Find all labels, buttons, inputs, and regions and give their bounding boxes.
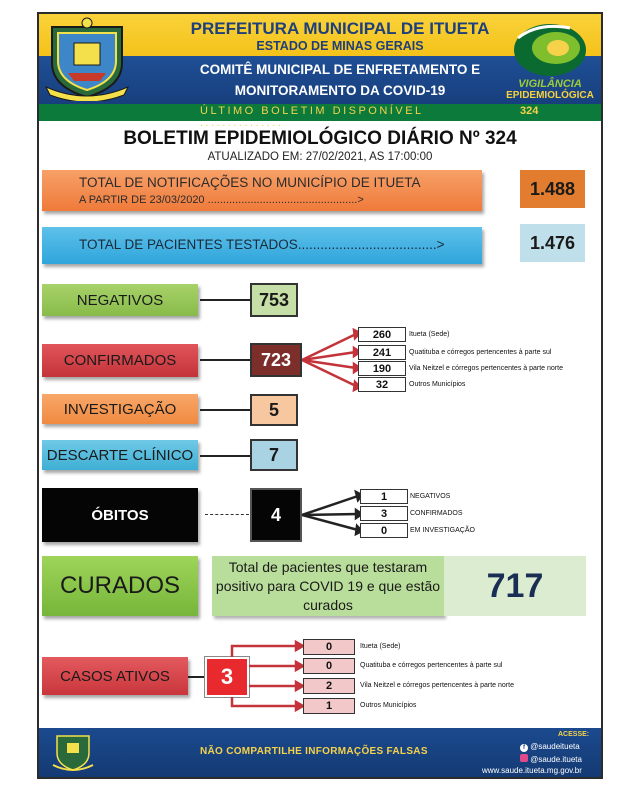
notificacoes-value: 1.488 [520, 170, 585, 208]
descarte-label: DESCARTE CLÍNICO [42, 440, 198, 470]
facebook-icon: f [520, 744, 528, 752]
fake-news-warning: NÃO COMPARTILHE INFORMAÇÕES FALSAS [200, 746, 428, 757]
ativos-outros-value: 1 [303, 698, 355, 714]
updated-timestamp: ATUALIZADO EM: 27/02/2021, AS 17:00:00 [207, 151, 433, 163]
ativos-norte-value: 2 [303, 678, 355, 694]
obitos-label: ÓBITOS [42, 488, 198, 542]
negativos-label: NEGATIVOS [42, 284, 198, 316]
comite-line-1: COMITÊ MUNICIPAL DE ENFRETAMENTO E [199, 62, 481, 77]
connector-line [200, 299, 250, 301]
ultimo-boletim-label: ÚLTIMO BOLETIM DISPONÍVEL ............... [200, 105, 424, 129]
testados-value: 1.476 [520, 224, 585, 262]
epidemiologica-text: EPIDEMIOLÓGICA [506, 90, 594, 101]
notificacoes-since: A PARTIR DE 23/03/2020 .................................................> [79, 194, 364, 206]
footer-crest-icon [52, 731, 94, 773]
connector-dashed-line [205, 514, 249, 515]
notificacoes-box [42, 170, 482, 211]
confirmados-sede-value: 260 [358, 327, 406, 342]
connector-line [200, 409, 250, 411]
obitos-value: 4 [250, 488, 302, 542]
obitos-branch-arrows [302, 488, 364, 538]
testados-label: TOTAL DE PACIENTES TESTADOS.....................................> [79, 237, 445, 252]
confirmados-value: 723 [250, 343, 302, 377]
confirmados-outros-desc: Outros Municípios [409, 381, 466, 388]
confirmados-sul-value: 241 [358, 345, 406, 360]
ultimo-boletim-number: 324 [520, 105, 539, 117]
instagram-text: @saude.itueta [530, 755, 582, 764]
municipal-crest-icon [44, 17, 130, 101]
website-link[interactable]: www.saude.itueta.mg.gov.br [482, 766, 582, 775]
obitos-confirmados-value: 3 [360, 506, 408, 521]
confirmados-label: CONFIRMADOS [42, 344, 198, 377]
notificacoes-label: TOTAL DE NOTIFICAÇÕES NO MUNICÍPIO DE ITUETA [79, 175, 421, 190]
confirmados-outros-value: 32 [358, 377, 406, 392]
acesse-label: ACESSE: [558, 731, 590, 738]
obitos-confirmados-desc: CONFIRMADOS [410, 510, 463, 517]
investigacao-value: 5 [250, 394, 298, 426]
bulletin-title: BOLETIM EPIDEMIOLÓGICO DIÁRIO Nº 324 [123, 128, 517, 149]
descarte-value: 7 [250, 439, 298, 471]
testados-box [42, 227, 482, 264]
ativos-sul-value: 0 [303, 658, 355, 674]
obitos-investigacao-desc: EM INVESTIGAÇÃO [410, 527, 475, 534]
instagram-icon [520, 754, 528, 762]
casos-ativos-value: 3 [205, 657, 249, 697]
curados-value: 717 [444, 556, 586, 616]
obitos-investigacao-value: 0 [360, 523, 408, 538]
connector-line [200, 359, 250, 361]
instagram-handle[interactable] [520, 754, 582, 764]
negativos-value: 753 [250, 283, 298, 317]
confirmados-branch-arrows [302, 328, 362, 392]
confirmados-sul-desc: Quatituba e córregos pertencentes à parte sul [409, 349, 552, 356]
ativos-branch-arrows [228, 638, 304, 718]
comite-line-2: MONITORAMENTO DA COVID-19 [234, 83, 446, 98]
ativos-sede-value: 0 [303, 639, 355, 655]
estado-subtitle: ESTADO DE MINAS GERAIS [256, 39, 424, 53]
vigilancia-text: VIGILÂNCIA [518, 78, 582, 90]
curados-description: Total de pacientes que testaram positivo para COVID 19 e que estão curados [212, 556, 444, 616]
prefeitura-title: PREFEITURA MUNICIPAL DE ITUETA [190, 19, 490, 38]
facebook-text: @saudeitueta [530, 742, 580, 751]
obitos-negativos-desc: NEGATIVOS [410, 493, 451, 500]
facebook-handle[interactable] [520, 742, 580, 752]
ativos-outros-desc: Outros Municípios [360, 702, 417, 709]
connector-line [188, 676, 205, 678]
obitos-negativos-value: 1 [360, 489, 408, 504]
confirmados-sede-desc: Itueta (Sede) [409, 331, 450, 338]
investigacao-label: INVESTIGAÇÃO [42, 394, 198, 424]
confirmados-norte-value: 190 [358, 361, 406, 376]
curados-label: CURADOS [42, 556, 198, 616]
casos-ativos-label: CASOS ATIVOS [42, 657, 188, 695]
ativos-norte-desc: Vila Neitzel e córregos pertencentes à parte norte [360, 682, 514, 689]
ativos-sul-desc: Quatituba e córregos pertencentes à parte sul [360, 662, 503, 669]
connector-line [200, 455, 250, 457]
ativos-sede-desc: Itueta (Sede) [360, 643, 401, 650]
confirmados-norte-desc: Vila Neitzel e córregos pertencentes à parte norte [409, 365, 563, 372]
